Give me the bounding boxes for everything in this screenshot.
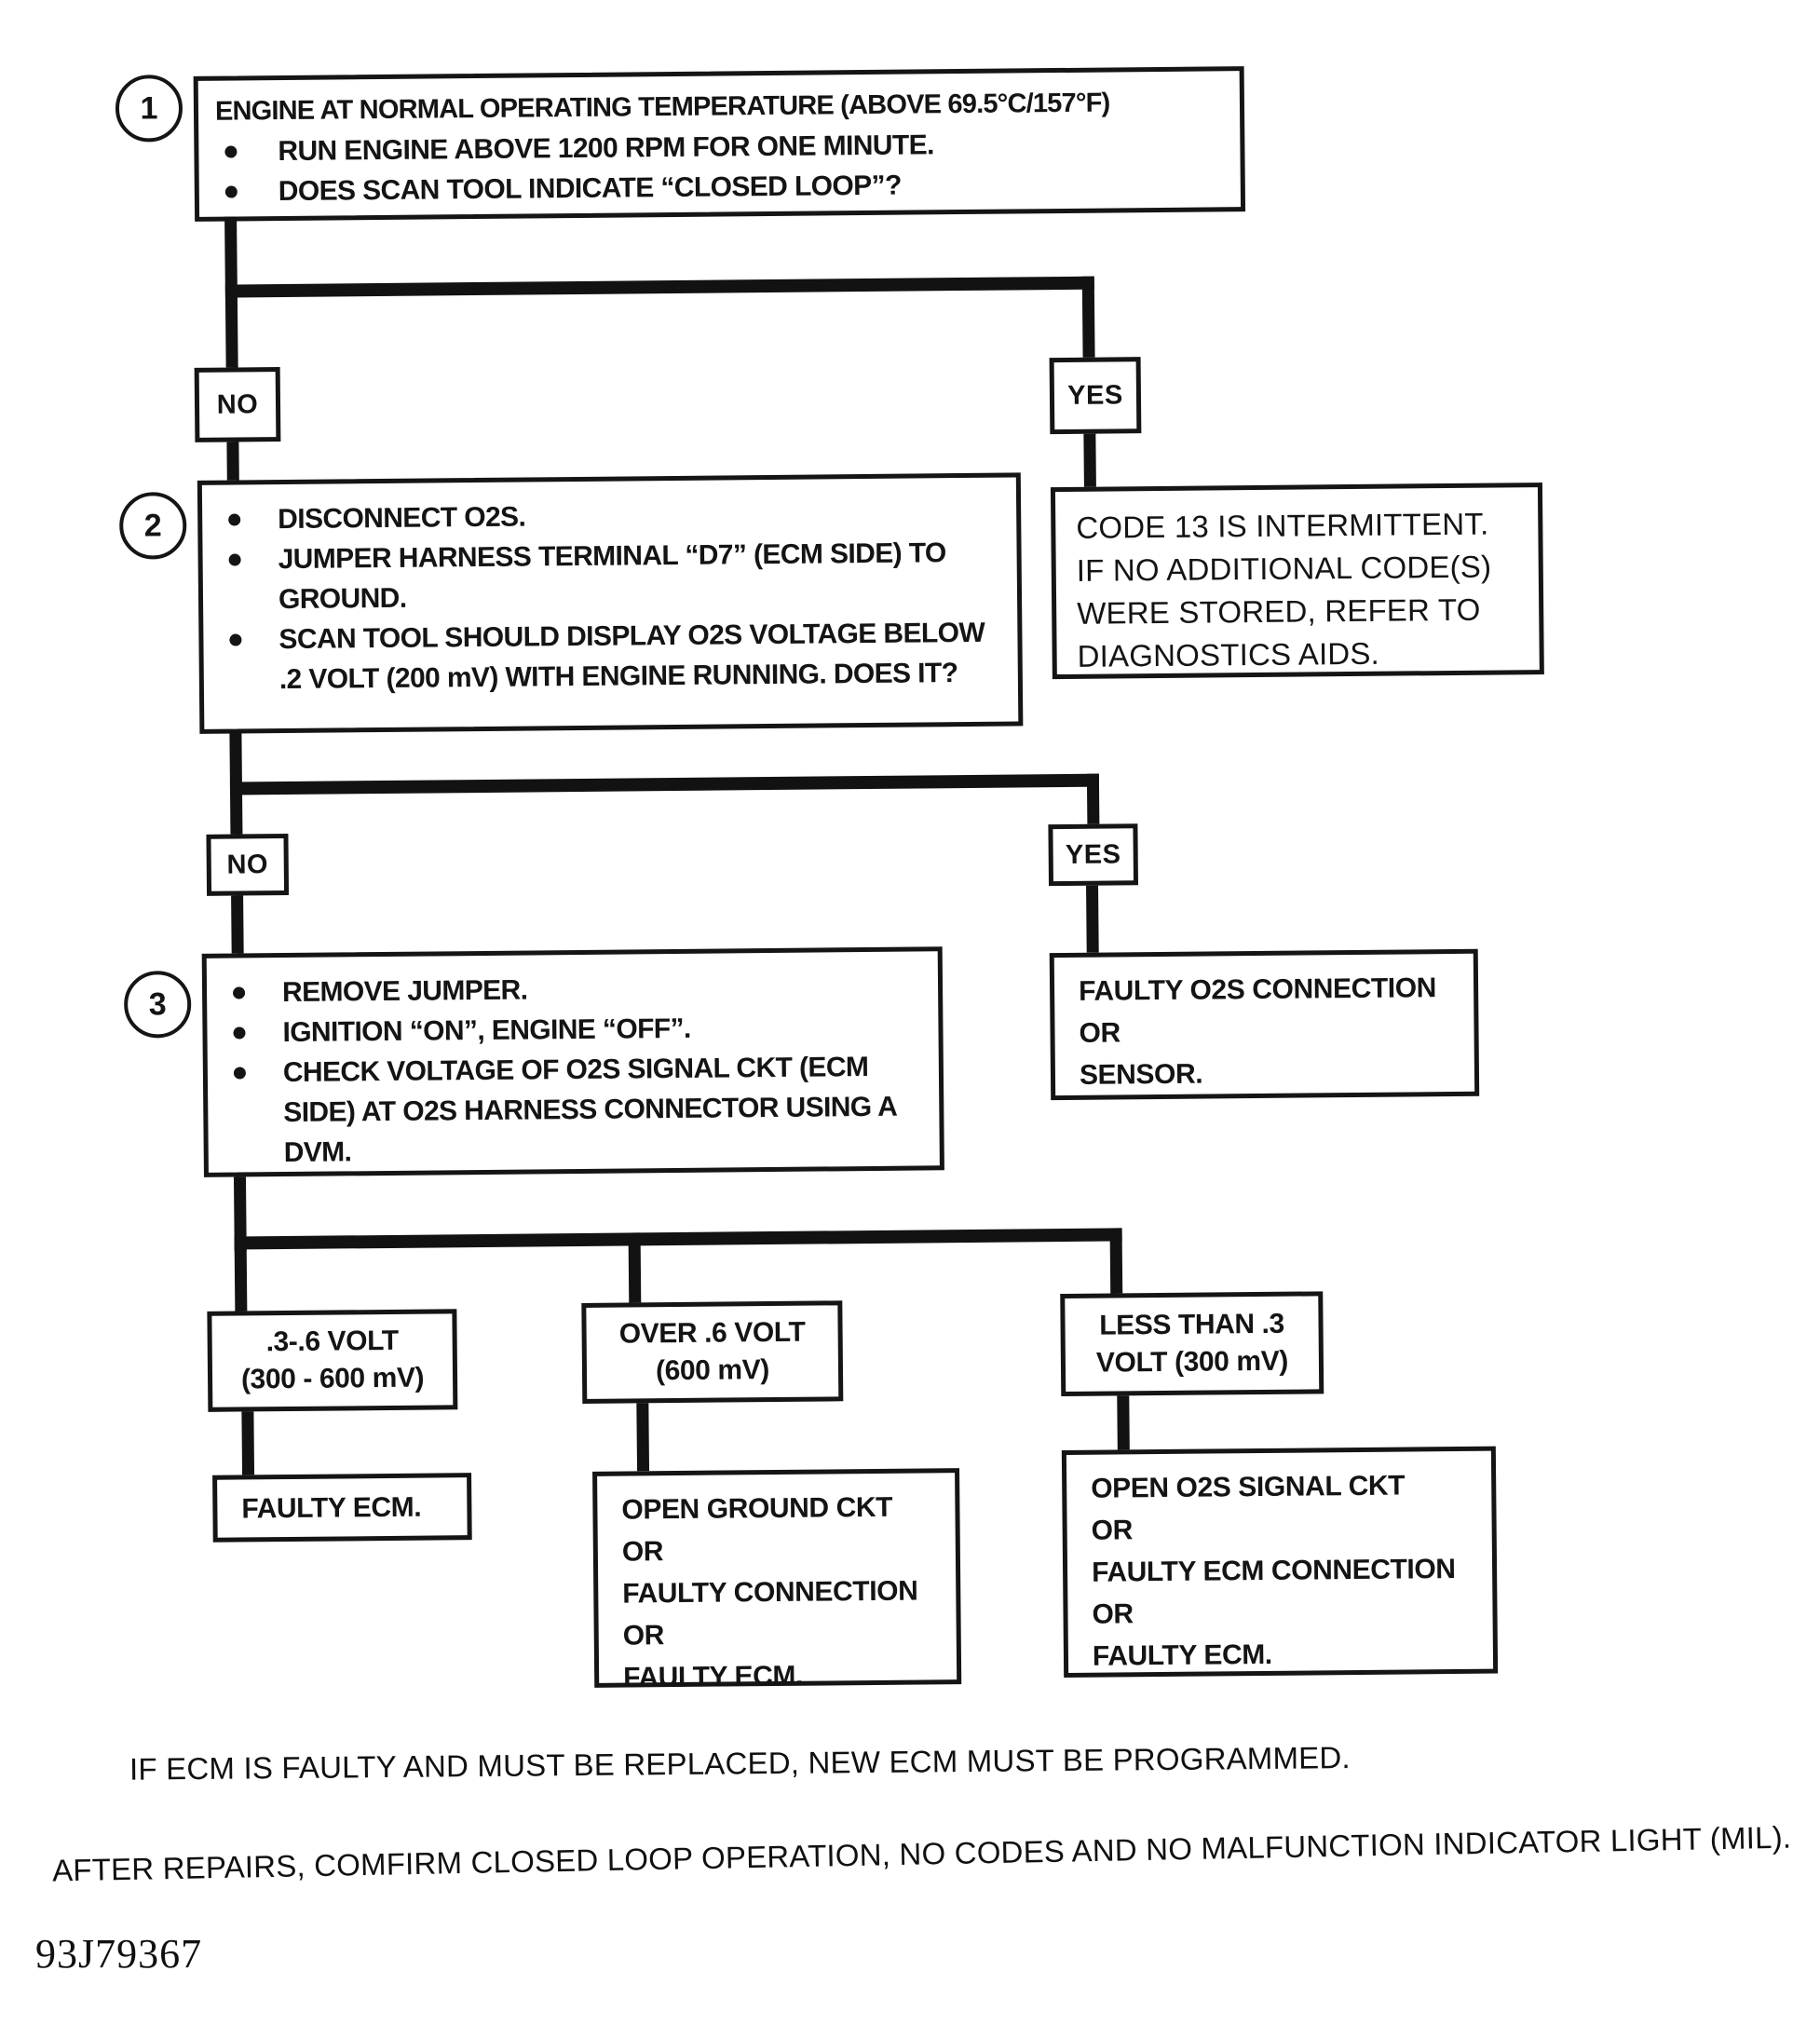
outcome-code13-text: CODE 13 IS INTERMITTENT. IF NO ADDITIONAL CODE(S) WERE STORED, REFER TO DIAGNOSTICS AIDS. bbox=[1076, 506, 1492, 673]
outcome-line: FAULTY O2S CONNECTION bbox=[1078, 972, 1437, 1007]
condition-line: OVER .6 VOLT bbox=[618, 1316, 806, 1350]
condition-line: LESS THAN .3 bbox=[1099, 1308, 1284, 1341]
connector bbox=[1086, 886, 1099, 953]
outcome-line: OPEN O2S SIGNAL CKT bbox=[1091, 1470, 1406, 1504]
yes-label-text: YES bbox=[1065, 838, 1121, 870]
outcome-line: FAULTY ECM. bbox=[623, 1660, 804, 1693]
outcome-line: OR bbox=[1091, 1515, 1134, 1546]
connector bbox=[1083, 434, 1096, 490]
yes-label-text: YES bbox=[1067, 379, 1123, 411]
no-label-text: NO bbox=[216, 388, 259, 420]
connector bbox=[636, 1403, 649, 1471]
result-faulty-ecm-box bbox=[212, 1473, 472, 1543]
condition-high-voltage-box bbox=[581, 1300, 843, 1404]
result-open-signal-box bbox=[1062, 1447, 1498, 1678]
outcome-line: FAULTY CONNECTION bbox=[622, 1575, 918, 1610]
step-1-number: 1 bbox=[140, 89, 158, 126]
step-2-box bbox=[197, 472, 1024, 733]
outcome-code13-box bbox=[1051, 483, 1544, 679]
step-1-bullet-1: RUN ENGINE ABOVE 1200 RPM FOR ONE MINUTE. bbox=[211, 122, 1227, 171]
bullet-dot-icon bbox=[224, 145, 237, 157]
decision-2-no-label bbox=[206, 834, 289, 896]
result-faulty-ecm-text: FAULTY ECM. bbox=[241, 1491, 422, 1524]
outcome-line: OR bbox=[1079, 1017, 1121, 1049]
connector bbox=[226, 442, 238, 483]
step-1-number-badge bbox=[115, 75, 183, 143]
connector bbox=[629, 1232, 642, 1307]
outcome-line: FAULTY ECM CONNECTION bbox=[1091, 1553, 1456, 1588]
condition-mid-voltage-box bbox=[207, 1309, 457, 1412]
condition-line: (600 mV) bbox=[655, 1354, 770, 1387]
outcome-faulty-o2s-box bbox=[1050, 949, 1479, 1100]
step-3-bullet-3: CHECK VOLTAGE OF O2S SIGNAL CKT (ECM SIDE) AT O2S HARNESS CONNECTOR USING A DVM. bbox=[221, 1046, 927, 1173]
outcome-line: SENSOR. bbox=[1079, 1058, 1203, 1091]
bullet-dot-icon bbox=[233, 986, 245, 999]
step-3-bullet-2: IGNITION “ON”, ENGINE “OFF”. bbox=[220, 1006, 925, 1053]
connector bbox=[1110, 1228, 1123, 1297]
note-after-repairs: AFTER REPAIRS, COMFIRM CLOSED LOOP OPERATION, NO CODES AND NO MALFUNCTION INDICATOR LIGHT (MIL). bbox=[51, 1819, 1792, 1888]
outcome-line: OR bbox=[622, 1620, 665, 1652]
no-label-text: NO bbox=[226, 849, 269, 880]
connector bbox=[1087, 774, 1100, 830]
condition-line: .3-.6 VOLT bbox=[265, 1325, 399, 1358]
outcome-line: OPEN GROUND CKT bbox=[621, 1491, 893, 1526]
connector bbox=[1117, 1395, 1130, 1451]
outcome-line: OR bbox=[1092, 1598, 1134, 1630]
connector bbox=[235, 1228, 1122, 1249]
bullet-dot-icon bbox=[228, 513, 240, 525]
condition-low-voltage-box bbox=[1060, 1291, 1324, 1396]
outcome-line: OR bbox=[621, 1536, 664, 1568]
document-id: 93J79367 bbox=[35, 1931, 203, 1977]
connector bbox=[235, 1236, 248, 1314]
step-2-bullet-2: JUMPER HARNESS TERMINAL “D7” (ECM SIDE) TO GROUND. bbox=[215, 533, 1004, 620]
step-2-number: 2 bbox=[143, 507, 162, 543]
step-2-number-badge bbox=[119, 492, 187, 560]
bullet-dot-icon bbox=[229, 633, 241, 646]
connector bbox=[1082, 277, 1095, 360]
connector bbox=[241, 1411, 254, 1475]
decision-1-no-label bbox=[195, 367, 281, 442]
step-3-box bbox=[202, 946, 944, 1177]
condition-line: VOLT (300 mV) bbox=[1095, 1345, 1289, 1379]
decision-2-yes-label bbox=[1048, 823, 1138, 886]
note-ecm-replace: IF ECM IS FAULTY AND MUST BE REPLACED, NEW ECM MUST BE PROGRAMMED. bbox=[129, 1740, 1351, 1787]
step-3-number: 3 bbox=[148, 986, 167, 1022]
step-3-number-badge bbox=[124, 971, 192, 1039]
step-2-bullet-3: SCAN TOOL SHOULD DISPLAY O2S VOLTAGE BELOW .2 VOLT (200 mV) WITH ENGINE RUNNING. DOES IT? bbox=[216, 613, 1005, 700]
step-2-bullet-1: DISCONNECT O2S. bbox=[215, 493, 1003, 540]
bullet-dot-icon bbox=[229, 553, 241, 565]
step-1-heading: ENGINE AT NORMAL OPERATING TEMPERATURE (ABOVE 69.5°C/157°F) bbox=[214, 88, 1110, 127]
bullet-dot-icon bbox=[234, 1067, 246, 1079]
condition-line: (300 - 600 mV) bbox=[240, 1362, 425, 1395]
step-1-box bbox=[194, 66, 1245, 222]
connector bbox=[225, 277, 1094, 298]
connector bbox=[230, 774, 1099, 795]
bullet-dot-icon bbox=[225, 185, 238, 197]
bullet-dot-icon bbox=[233, 1026, 245, 1039]
outcome-line: FAULTY ECM. bbox=[1092, 1638, 1272, 1672]
step-3-bullet-1: REMOVE JUMPER. bbox=[220, 966, 925, 1013]
connector bbox=[231, 895, 244, 953]
step-1-bullet-2: DOES SCAN TOOL INDICATE “CLOSED LOOP”? bbox=[212, 162, 1228, 211]
decision-1-yes-label bbox=[1050, 357, 1142, 434]
result-open-ground-box bbox=[592, 1468, 961, 1693]
